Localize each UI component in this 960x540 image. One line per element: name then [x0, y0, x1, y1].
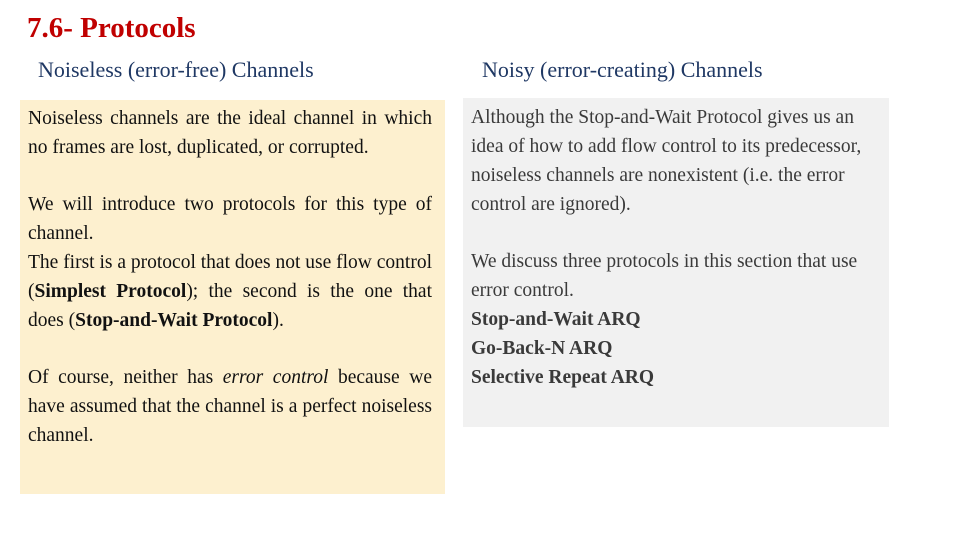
second-protocol-text: ); the second is the one that does ( — [28, 281, 433, 331]
stop-and-wait-protocol-term: Stop-and-Wait Protocol — [75, 310, 273, 331]
neither-text: Of course, neither has — [28, 367, 223, 388]
two-protocols-paragraph — [28, 190, 432, 335]
noisy-intro-paragraph: Although the Stop-and-Wait Protocol gives us an idea of how to add flow control to its predecessor, noiseless channels are nonexistent (i.e. the error control are ignored). — [471, 107, 862, 215]
perfect-channel-text: because we have assumed that the channel is a perfect noiseless channel. — [28, 367, 432, 446]
arq-protocol-list — [471, 305, 875, 392]
arq-protocol-item: Selective Repeat ARQ — [471, 367, 655, 388]
noisy-channels-panel — [463, 98, 889, 427]
noiseless-channels-panel — [20, 100, 445, 494]
closing-paren-text: ). — [272, 310, 284, 331]
three-protocols-paragraph: We discuss three protocols in this section that use error control. — [471, 251, 858, 301]
paragraph-spacer — [28, 162, 432, 190]
arq-protocol-item: Go-Back-N ARQ — [471, 338, 613, 359]
two-protocols-text: We will introduce two protocols for this type of channel. — [28, 194, 432, 244]
noisy-channels-heading: Noisy (error-creating) Channels — [482, 57, 763, 82]
simplest-protocol-term: Simplest Protocol — [34, 281, 187, 302]
noiseless-channels-heading: Noiseless (error-free) Channels — [38, 57, 314, 82]
paragraph-spacer — [28, 335, 432, 363]
arq-protocol-item: Stop-and-Wait ARQ — [471, 309, 641, 330]
noiseless-intro-paragraph: Noiseless channels are the ideal channel in which no frames are lost, duplicated, or corrupted. — [28, 108, 432, 158]
paragraph-spacer — [471, 219, 875, 247]
no-error-control-paragraph — [28, 363, 432, 450]
slide-title: 7.6- Protocols — [27, 12, 196, 44]
first-protocol-text: The first is a protocol that does not use flow control ( — [28, 252, 432, 302]
error-control-term: error control — [222, 367, 329, 388]
